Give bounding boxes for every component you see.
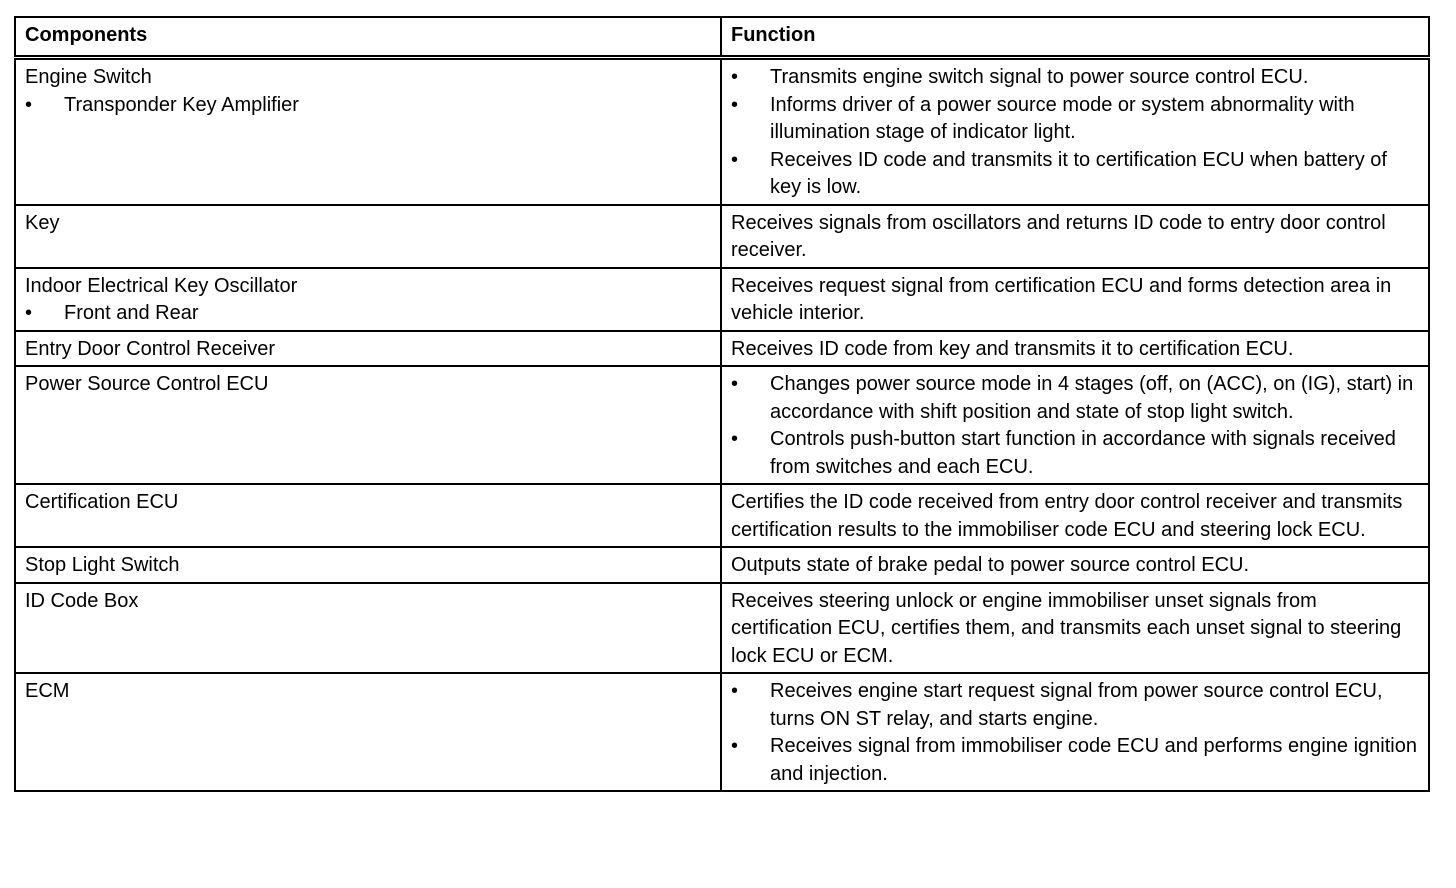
function-cell [721, 58, 1429, 205]
component-cell [15, 366, 721, 484]
function-bullet-item-text: Receives ID code and transmits it to certification ECU when battery of key is low. [770, 148, 1387, 198]
component-name: Power Source Control ECU [25, 373, 269, 395]
component-subitem-text: Transponder Key Amplifier [64, 93, 299, 116]
function-text: Receives steering unlock or engine immobiliser unset signals from certification ECU, certifies them, and transmits each unset signal to steering lock ECU or ECM. [731, 589, 1402, 667]
function-bullet-item [731, 426, 1420, 481]
function-text: Certifies the ID code received from entry door control receiver and transmits certification results to the immobiliser code ECU and steering lock ECU. [731, 491, 1403, 541]
header-function: Function [721, 17, 1429, 58]
component-cell [15, 673, 721, 791]
function-cell [721, 583, 1429, 674]
function-cell [721, 484, 1429, 547]
function-bullet-item [731, 678, 1420, 733]
function-bullet-item-text: Transmits engine switch signal to power source control ECU. [770, 66, 1309, 88]
header-row [15, 17, 1429, 58]
function-bullet-item-text: Controls push-button start function in accordance with signals received from switches and each ECU. [770, 428, 1396, 478]
component-subitem [25, 300, 712, 328]
table-row [15, 205, 1429, 268]
function-bullet-item [731, 92, 1420, 147]
table-row [15, 58, 1429, 205]
function-cell [721, 547, 1429, 583]
component-cell [15, 331, 721, 367]
function-text: Receives signals from oscillators and returns ID code to entry door control receiver. [731, 211, 1386, 261]
table-row [15, 484, 1429, 547]
component-name: Key [25, 211, 60, 234]
bullet-icon: • [731, 66, 739, 88]
component-subitem-text: Front and Rear [64, 302, 199, 324]
bullet-icon: • [731, 428, 739, 450]
component-cell [15, 583, 721, 674]
component-name: Indoor Electrical Key Oscillator [25, 274, 298, 297]
bullet-icon: • [731, 680, 739, 702]
function-cell [721, 205, 1429, 268]
function-text: Receives ID code from key and transmits it to certification ECU. [731, 337, 1294, 360]
function-bullet-item [731, 733, 1420, 788]
table-row [15, 366, 1429, 484]
function-bullet-item-text: Receives signal from immobiliser code ECU and performs engine ignition and injection. [770, 735, 1417, 785]
header-components: Components [15, 17, 721, 58]
function-bullet-item [731, 64, 1420, 92]
component-cell [15, 58, 721, 205]
bullet-icon: • [25, 93, 33, 116]
table-row [15, 268, 1429, 331]
function-cell [721, 331, 1429, 367]
table-row [15, 583, 1429, 674]
component-subitem [25, 92, 712, 120]
function-bullet-item [731, 371, 1420, 426]
bullet-icon: • [731, 373, 739, 395]
function-bullet-item [731, 147, 1420, 202]
table-body [15, 58, 1429, 792]
component-cell [15, 205, 721, 268]
component-name: Certification ECU [25, 491, 179, 513]
bullet-icon: • [731, 735, 739, 757]
function-text: Receives request signal from certification ECU and forms detection area in vehicle interior. [731, 274, 1392, 324]
function-cell [721, 268, 1429, 331]
components-function-table [14, 16, 1430, 792]
function-bullet-item-text: Informs driver of a power source mode or system abnormality with illumination stage of indicator light. [770, 93, 1355, 143]
component-cell [15, 547, 721, 583]
component-cell [15, 268, 721, 331]
function-text: Outputs state of brake pedal to power source control ECU. [731, 554, 1250, 576]
table-row [15, 331, 1429, 367]
component-name: ECM [25, 680, 70, 702]
bullet-icon: • [25, 302, 33, 324]
table-row [15, 547, 1429, 583]
function-bullet-item-text: Receives engine start request signal from power source control ECU, turns ON ST relay, and starts engine. [770, 680, 1383, 730]
component-name: ID Code Box [25, 589, 139, 612]
function-cell [721, 366, 1429, 484]
component-name: Engine Switch [25, 66, 152, 88]
bullet-icon: • [731, 93, 739, 116]
function-bullet-item-text: Changes power source mode in 4 stages (off, on (ACC), on (IG), start) in accordance with shift position and state of stop light switch. [770, 373, 1414, 423]
component-cell [15, 484, 721, 547]
component-name: Entry Door Control Receiver [25, 337, 276, 360]
table-row [15, 673, 1429, 791]
function-cell [721, 673, 1429, 791]
component-name: Stop Light Switch [25, 554, 180, 576]
bullet-icon: • [731, 148, 739, 171]
